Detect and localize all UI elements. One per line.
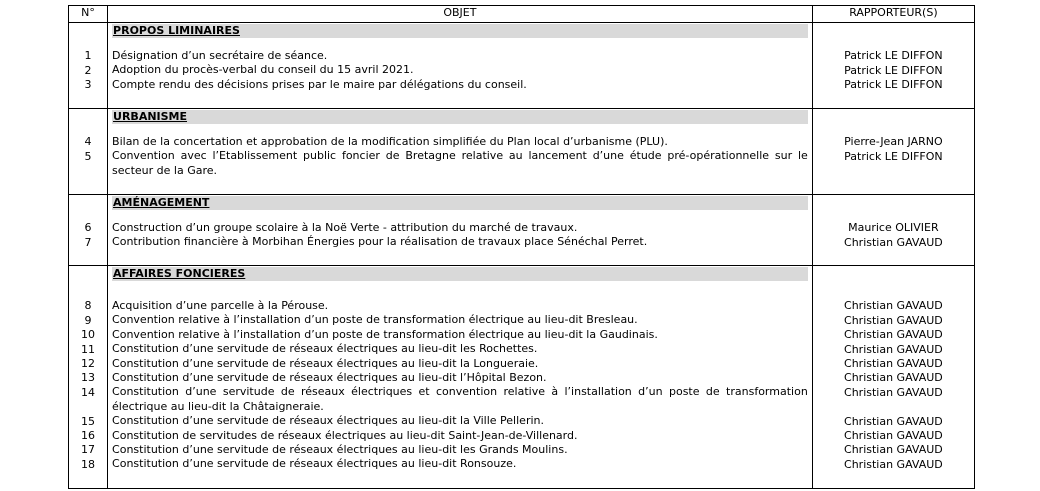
item-number: 9 (84, 313, 92, 327)
item-text: Constitution d’une servitude de réseaux électriques au lieu-dit les Grands Moulins. (112, 442, 568, 456)
section-title: AMÉNAGEMENT (112, 196, 808, 210)
rapporteur-cell (812, 195, 974, 266)
item-rapporteur: Christian GAVAUD (844, 414, 943, 428)
item-rapporteur: Christian GAVAUD (844, 313, 943, 327)
item-number: 12 (81, 356, 96, 370)
section-row (69, 23, 975, 109)
item-number: 2 (84, 63, 92, 77)
item-number: 11 (81, 342, 96, 356)
item-text: Constitution d’une servitude de réseaux électriques et convention relative à l’installation d’un poste de transformation électrique au lieu-dit la Châtaigneraie. (112, 385, 808, 413)
num-cell (69, 195, 108, 266)
item-number: 3 (84, 78, 92, 92)
item-rapporteur: Christian GAVAUD (844, 235, 943, 249)
item-number: 13 (81, 371, 96, 385)
item-text: Constitution d’une servitude de réseaux électriques au lieu-dit les Rochettes. (112, 342, 538, 356)
section-row (69, 266, 975, 489)
item-number: 17 (81, 443, 96, 457)
item-text: Convention relative à l’installation d’un poste de transformation électrique au lieu-dit la Gaudinais. (112, 327, 658, 341)
rapporteur-cell (812, 23, 974, 109)
item-text: Constitution de servitudes de réseaux électriques au lieu-dit Saint-Jean-de-Villenard. (112, 428, 578, 442)
section-title: PROPOS LIMINAIRES (112, 24, 808, 38)
item-text: Constitution d’une servitude de réseaux électriques au lieu-dit la Ville Pellerin. (112, 414, 544, 428)
num-cell (69, 109, 108, 195)
num-cell (69, 23, 108, 109)
item-rapporteur: Pierre-Jean JARNO (844, 135, 943, 149)
item-number: 5 (84, 149, 92, 163)
item-rapporteur: Patrick LE DIFFON (844, 149, 943, 163)
item-number: 8 (84, 299, 92, 313)
item-text: Constitution d’une servitude de réseaux électriques au lieu-dit l’Hôpital Bezon. (112, 370, 547, 384)
item-text: Constitution d’une servitude de réseaux électriques au lieu-dit Ronsouze. (112, 457, 517, 471)
item-text: Désignation d’un secrétaire de séance. (112, 49, 328, 62)
section-title: AFFAIRES FONCIERES (112, 267, 808, 281)
item-rapporteur: Christian GAVAUD (844, 328, 943, 342)
section-title: URBANISME (112, 110, 808, 124)
item-number: 1 (84, 49, 92, 63)
item-number: 14 (81, 385, 96, 399)
item-rapporteur: Christian GAVAUD (844, 342, 943, 356)
item-number: 15 (81, 414, 96, 428)
item-text: Construction d’un groupe scolaire à la Noë Verte - attribution du marché de travaux. (112, 221, 578, 234)
item-rapporteur: Christian GAVAUD (844, 443, 943, 457)
item-rapporteur: Christian GAVAUD (844, 457, 943, 471)
objet-cell (108, 195, 813, 266)
item-text: Acquisition d’une parcelle à la Pérouse. (112, 299, 329, 312)
item-rapporteur: Christian GAVAUD (844, 356, 943, 370)
item-rapporteur: Patrick LE DIFFON (844, 78, 943, 92)
item-text: Contribution financière à Morbihan Énergies pour la réalisation de travaux place Sénéchal Perret. (112, 235, 648, 249)
item-rapporteur: Christian GAVAUD (844, 385, 943, 399)
item-rapporteur: Christian GAVAUD (844, 428, 943, 442)
item-number: 7 (84, 235, 92, 249)
item-text: Constitution d’une servitude de réseaux électriques au lieu-dit la Longueraie. (112, 356, 539, 370)
header-num: N° (69, 6, 108, 23)
rapporteur-cell (812, 266, 974, 489)
item-text: Bilan de la concertation et approbation de la modification simplifiée du Plan local d’urbanisme (PLU). (112, 135, 668, 148)
item-text: Convention relative à l’installation d’un poste de transformation électrique au lieu-dit Bresleau. (112, 313, 638, 327)
section-row (69, 109, 975, 195)
num-cell (69, 266, 108, 489)
item-number: 6 (84, 221, 92, 235)
item-text: Compte rendu des décisions prises par le maire par délégations du conseil. (112, 77, 527, 91)
objet-cell (108, 23, 813, 109)
item-rapporteur: Christian GAVAUD (844, 371, 943, 385)
objet-cell (108, 109, 813, 195)
objet-cell (108, 266, 813, 489)
header-rapporteur: RAPPORTEUR(S) (812, 6, 974, 23)
item-rapporteur: Christian GAVAUD (844, 299, 943, 313)
item-rapporteur: Patrick LE DIFFON (844, 49, 943, 63)
header-objet: OBJET (108, 6, 813, 23)
header-row (69, 6, 975, 23)
item-number: 18 (81, 457, 96, 471)
item-number: 16 (81, 428, 96, 442)
item-number: 10 (81, 328, 96, 342)
item-rapporteur: Maurice OLIVIER (848, 221, 939, 235)
item-number: 4 (84, 135, 92, 149)
item-text: Adoption du procès-verbal du conseil du 15 avril 2021. (112, 63, 414, 77)
section-row (69, 195, 975, 266)
item-text: Convention avec l’Etablissement public foncier de Bretagne relative au lancement d’une étude pré-opérationnelle sur le secteur de la Gare. (112, 149, 808, 177)
rapporteur-cell (812, 109, 974, 195)
item-rapporteur: Patrick LE DIFFON (844, 63, 943, 77)
agenda-table (68, 5, 975, 489)
